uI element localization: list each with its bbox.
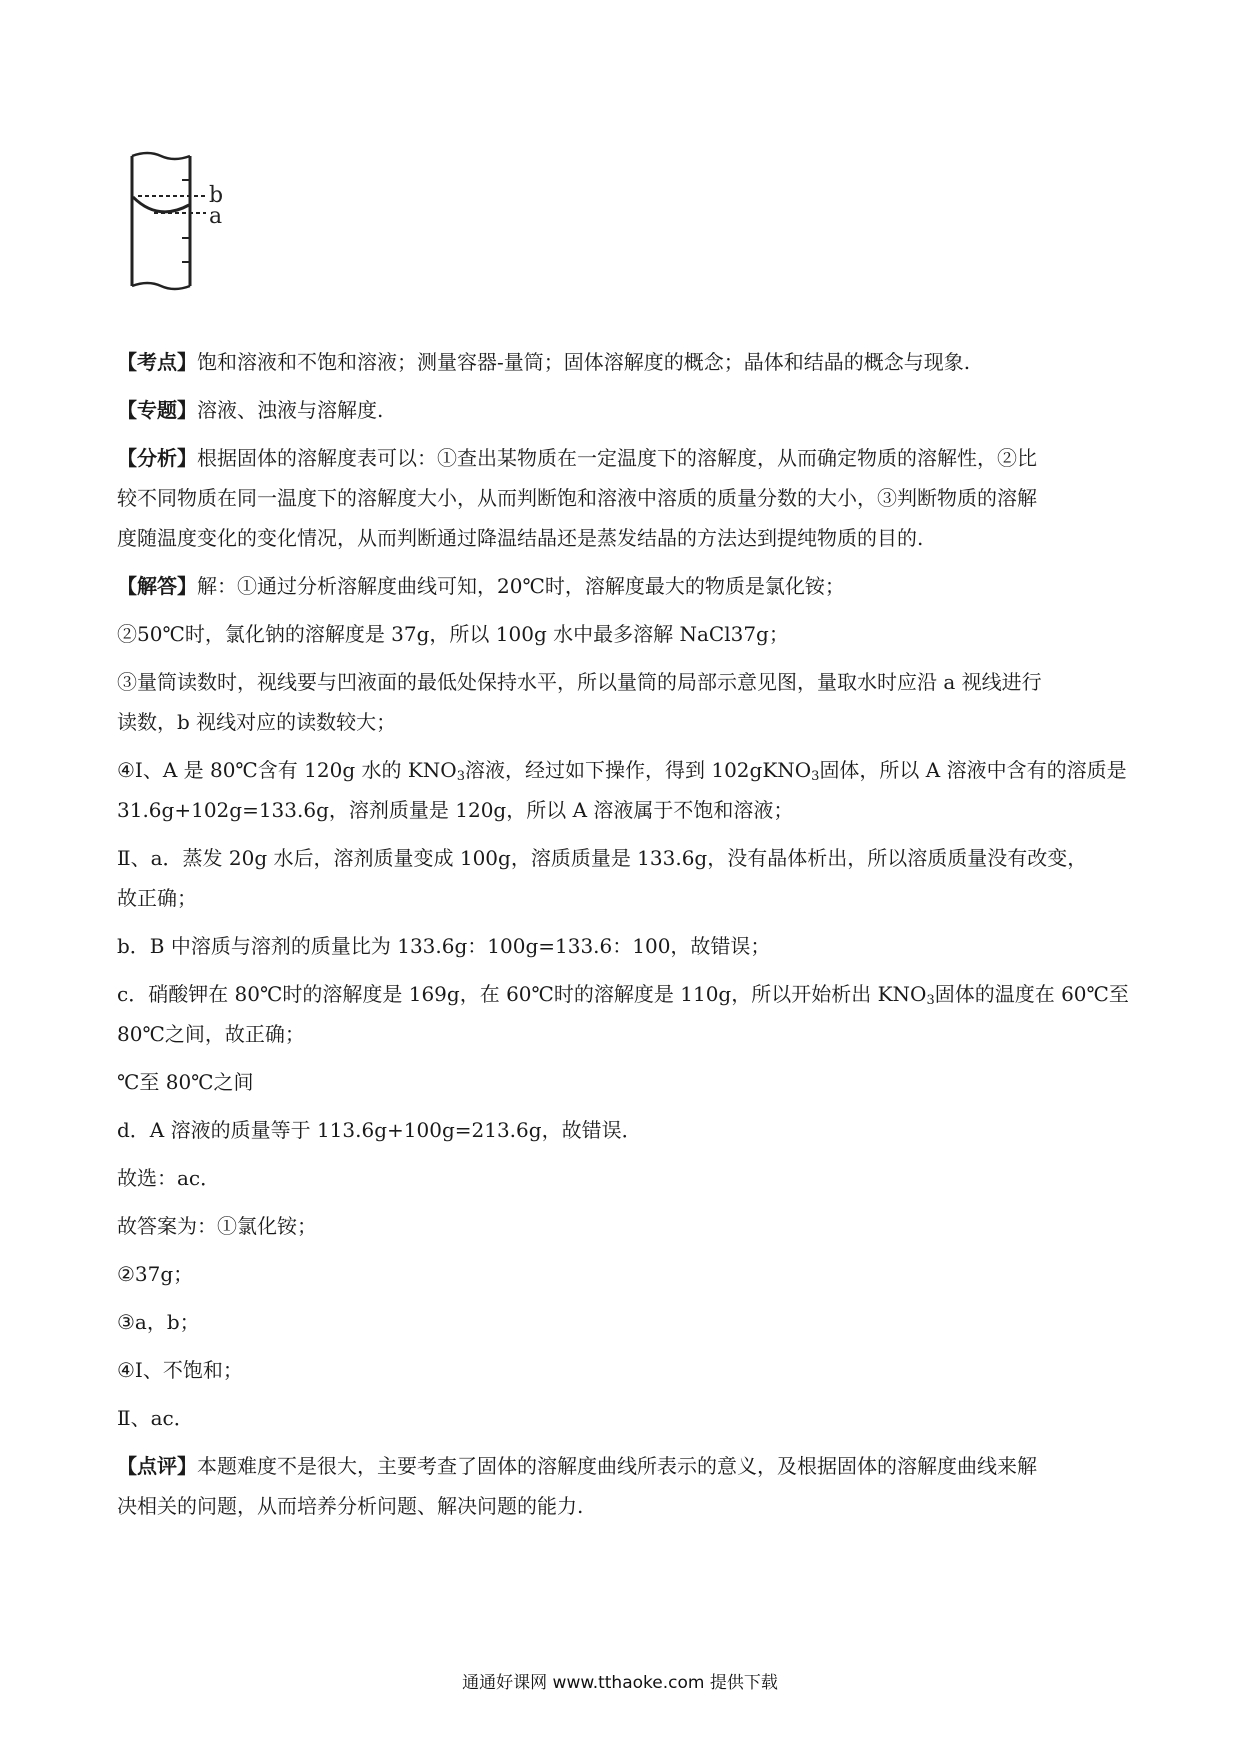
jieda-line-5 [117, 750, 1137, 790]
page-footer: 通通好课网 www.tthaoke.com 提供下载 [462, 1673, 778, 1693]
fenxi-line-2: 较不同物质在同一温度下的溶解度大小，从而判断饱和溶液中溶质的质量分数的大小，③判断物质的溶解 [117, 486, 1037, 510]
zhuanti-text: 溶液、浊液与溶解度. [197, 398, 384, 422]
kaodian-label: 【考点】 [117, 350, 197, 374]
jieda-line-1 [117, 566, 1137, 606]
jieda-label: 【解答】 [117, 574, 197, 598]
answer-content [117, 342, 1137, 1526]
fenxi-line-3: 度随温度变化的变化情况，从而判断通过降温结晶还是蒸发结晶的方法达到提纯物质的目的. [117, 526, 924, 550]
jieda-line-11: 80℃之间，故正确； [117, 1022, 305, 1046]
zhuanti-label: 【专题】 [117, 398, 197, 422]
kaodian-text: 饱和溶液和不饱和溶液；测量容器-量筒；固体溶解度的概念；晶体和结晶的概念与现象. [197, 350, 971, 374]
label-a: a [209, 204, 223, 229]
dianping-label: 【点评】 [117, 1454, 197, 1478]
jieda-line-12: ℃至 80℃之间 [117, 1070, 254, 1094]
graduated-cylinder-diagram [118, 150, 248, 320]
jieda-line-6: 31.6g+102g=133.6g，溶剂质量是 120g，所以 A 溶液属于不饱和溶液； [117, 798, 794, 822]
jieda-line-7: Ⅱ、a．蒸发 20g 水后，溶剂质量变成 100g，溶质质量是 133.6g，没有晶体析出，所以溶质质量没有改变， [117, 846, 1088, 870]
jieda-line-4: 读数，b 视线对应的读数较大； [117, 710, 397, 734]
jieda-line-3: ③量筒读数时，视线要与凹液面的最低处保持水平，所以量筒的局部示意见图，量取水时应沿 a 视线进行 [117, 670, 1042, 694]
fenxi-line-1 [117, 438, 1137, 478]
jieda-line-17: ③a，b； [117, 1310, 200, 1334]
fenxi-text-1: 根据固体的溶解度表可以：①查出某物质在一定温度下的溶解度，从而确定物质的溶解性，②比 [197, 446, 1037, 470]
jieda-line-18: ④Ⅰ、不饱和； [117, 1358, 243, 1382]
jieda-text-5a: ④Ⅰ、A 是 80℃含有 120g 水的 KNO [117, 758, 457, 782]
jieda-line-13: d．A 溶液的质量等于 113.6g+100g=213.6g，故错误． [117, 1118, 642, 1142]
jieda-line-19: Ⅱ、ac． [117, 1406, 194, 1430]
subscript-3: 3 [811, 769, 820, 784]
dianping-line-1 [117, 1446, 1137, 1486]
jieda-line-2: ②50℃时，氯化钠的溶解度是 37g，所以 100g 水中最多溶解 NaCl37g； [117, 622, 789, 646]
dianping-line-2: 决相关的问题，从而培养分析问题、解决问题的能力. [117, 1494, 584, 1518]
dianping-text-1: 本题难度不是很大，主要考查了固体的溶解度曲线所表示的意义，及根据固体的溶解度曲线来解 [197, 1454, 1037, 1478]
label-b: b [209, 183, 224, 208]
graduated-cylinder-figure [118, 150, 248, 320]
jieda-line-10 [117, 974, 1137, 1014]
jieda-text-5b: 溶液，经过如下操作，得到 102gKNO [464, 758, 812, 782]
jieda-text-1: 解：①通过分析溶解度曲线可知，20℃时，溶解度最大的物质是氯化铵； [197, 574, 845, 598]
jieda-line-15: 故答案为：①氯化铵； [117, 1214, 317, 1238]
jieda-text-5c: 固体，所以 A 溶液中含有的溶质是 [819, 758, 1127, 782]
jieda-text-10a: c．硝酸钾在 80℃时的溶解度是 169g，在 60℃时的溶解度是 110g，所以开始析出 KNO [117, 982, 927, 1006]
zhuanti-line [117, 390, 1137, 430]
jieda-line-8: 故正确； [117, 886, 197, 910]
fenxi-label: 【分析】 [117, 446, 197, 470]
jieda-line-9: b．B 中溶质与溶剂的质量比为 133.6g：100g=133.6：100，故错误； [117, 934, 771, 958]
subscript-3: 3 [926, 993, 935, 1008]
jieda-line-14: 故选：ac． [117, 1166, 221, 1190]
jieda-text-10b: 固体的温度在 60℃至 [934, 982, 1129, 1006]
subscript-3: 3 [456, 769, 465, 784]
kaodian-line [117, 342, 1137, 382]
jieda-line-16: ②37g； [117, 1262, 194, 1286]
